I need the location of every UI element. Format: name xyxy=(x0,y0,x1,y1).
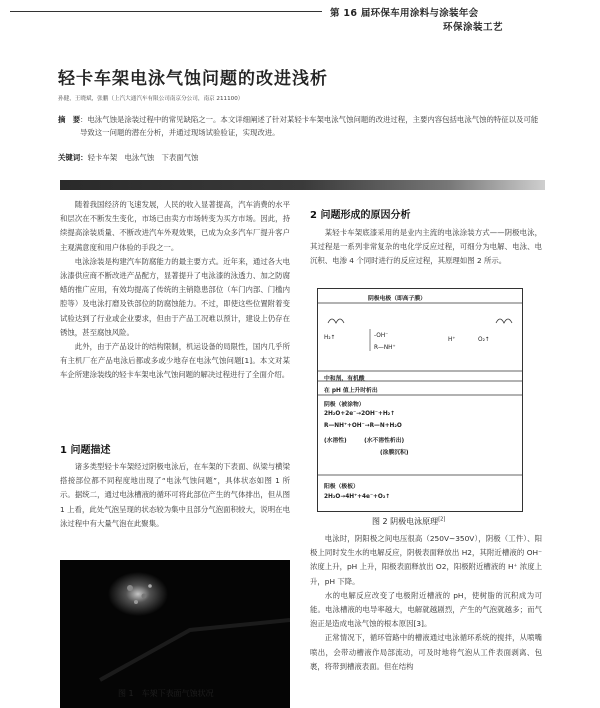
paragraph: 电泳涂装是构建汽车防腐能力的最主要方式。近年来，通过各大电泳漆供应商不断改进产品配方，显著提升了电泳漆的泳透力、加之防腐蜡的推广应用，有效均提高了传统的主销隐患部位（车门内部、门槛内腔等）及电泳打磨及铁部位的防腐蚀能力。不过，即使这些位置附着变试验达到了行业或企业要求，但由于产品工况难以预计，建设上仍存在锈蚀，甚至腐蚀风险。 xyxy=(60,256,290,337)
equation-5: 2H₂O→4H⁺+4e⁻+O₂↑ xyxy=(324,494,391,500)
equation-3: (水溶性) (水不溶性析出) xyxy=(324,438,405,444)
label-hplus: H⁺ xyxy=(448,337,456,343)
anode-title: 阳极（极板） xyxy=(324,484,359,490)
keywords xyxy=(58,152,198,163)
label-rnh: R—NH⁺ xyxy=(374,345,396,351)
paragraph: 诸多类型轻卡车架经过阴极电泳后，在车架的下表面、纵梁与横梁搭接部位都不同程度地出现了“电泳气蚀问题”，具体状态如图 1 所示。据统二，通过电泳槽液的循环可将此部位产生的气体排出，但从图 1 上看，此处气泡呈现的状态较为集中且部分气泡面积较大，说明在电泳过程中有大量气泡在此聚集。 xyxy=(60,462,290,528)
diagram-membrane-header: 阴极电极（即高子膜） xyxy=(368,296,426,302)
figure-1-caption: 图 1 车架下表面气蚀状况 xyxy=(118,689,214,698)
paragraph: 水的电解反应改变了电极附近槽液的 pH，使树脂的沉积成为可能。电泳槽液的电导率越大，电解就越剧烈，产生的气泡就越多；而气泡正是造成电泳气蚀的根本原因[3]。 xyxy=(310,590,542,629)
abstract-label: 摘 要 xyxy=(58,115,81,124)
bubble-symbol-left xyxy=(328,319,344,323)
section-1-title: 1 问题描述 xyxy=(60,445,111,456)
separator-band xyxy=(60,180,545,190)
section-subtitle: 环保涂装工艺 xyxy=(443,22,504,33)
middle-label-2: 在 pH 值上升时析出 xyxy=(324,388,378,394)
left-column-intro xyxy=(60,198,290,383)
abstract-text: ：电泳气蚀是涂装过程中的常见缺陷之一。本文详细阐述了针对某轻卡车架电泳气蚀问题的改进过程，主要内容包括电泳气蚀的特征以及可能导致这一问题的潜在分析，并通过现场试验验证，实现改进。 xyxy=(80,115,539,137)
keywords-label: 关键词： xyxy=(58,153,88,162)
paragraph: 随着我国经济的飞速发展，人民的收入显著提高，汽车消费的水平和层次在不断发生变化，市场已由卖方市场转变为买方市场。因此，持续提高涂装质量、不断改进汽车外观效果，已成为众多汽车厂提升客户主观满意度和用户体验的手段之一。 xyxy=(60,200,290,252)
bubble-symbol-right xyxy=(496,319,512,323)
paragraph: 某轻卡车架底漆采用的是业内主流的电泳涂装方式——阴极电泳，其过程是一系列非常复杂的电化学反应过程，可细分为电解、电泳、电沉积、电渗 4 个同时进行的反应过程，其原理如图 2 所示。 xyxy=(310,228,542,266)
paragraph: 正常情况下，循环管路中的槽液通过电泳循环系统的搅拌，从喷嘴喷出，会带动槽液作局部流动，可及时地将气泡从工件表面剥离、包裹，将带到槽液表面。但在结构 xyxy=(310,633,542,671)
equation-4: (涂膜沉积) xyxy=(380,450,409,456)
right-column-body xyxy=(310,532,542,674)
figure-2-diagram xyxy=(317,288,523,512)
paragraph: 此外，由于产品设计的结构限制，机运设备的局限性，国内几乎所有主机厂在产品电泳后都或多或少地存在电泳气蚀问题[1]。本文对某车企所建涂装线的轻卡车架电泳气蚀问题的解决过程进行了全面介绍。 xyxy=(60,342,290,380)
equation-2: R—NH⁺+OH⁻→R—N+H₂O xyxy=(324,423,402,429)
article-title: 轻卡车架电泳气蚀问题的改进浅析 xyxy=(58,69,328,89)
paragraph: 电泳时，阴阳极之间电压很高（250V~350V），阴极（工件）、阳极上同时发生水的电解反应，阴极表面释放出 H2，其附近槽液的 OH⁻ 浓度上升，pH 上升，阳极表面释放出 O2，阳极附近槽液的 H⁺ 浓度上升，pH 下降。 xyxy=(310,534,542,586)
figure-2-caption xyxy=(372,516,445,527)
figure-1-photo xyxy=(60,560,290,708)
figure-2-caption-text: 图 2 阴极电泳原理 xyxy=(372,517,439,526)
keywords-list: 轻卡车架 电泳气蚀 下表面气蚀 xyxy=(87,153,199,162)
figure-2-ref: [2] xyxy=(438,516,446,523)
figure-1-image xyxy=(60,560,290,708)
header-rule xyxy=(10,11,322,12)
middle-label-1: 中和剂，有机酸 xyxy=(324,376,365,382)
right-column-intro xyxy=(310,226,542,269)
conference-title: 第 16 届环保车用涂料与涂装年会 xyxy=(330,8,479,19)
equation-1: 2H₂O+2e⁻→2OH⁻+H₂↑ xyxy=(324,411,396,417)
article-authors: 孙健，王晓斌，张鹏（上汽大通汽车有限公司南京分公司，南京 211100） xyxy=(58,96,244,102)
cathode-title: 阴极（被涂物） xyxy=(324,402,365,408)
left-column-section1 xyxy=(60,460,290,531)
section-2-title: 2 问题形成的原因分析 xyxy=(310,210,411,221)
label-h2: H₂↑ xyxy=(324,335,336,341)
label-oh: -OH⁻ xyxy=(374,333,389,339)
label-o2: O₂↑ xyxy=(478,337,490,343)
